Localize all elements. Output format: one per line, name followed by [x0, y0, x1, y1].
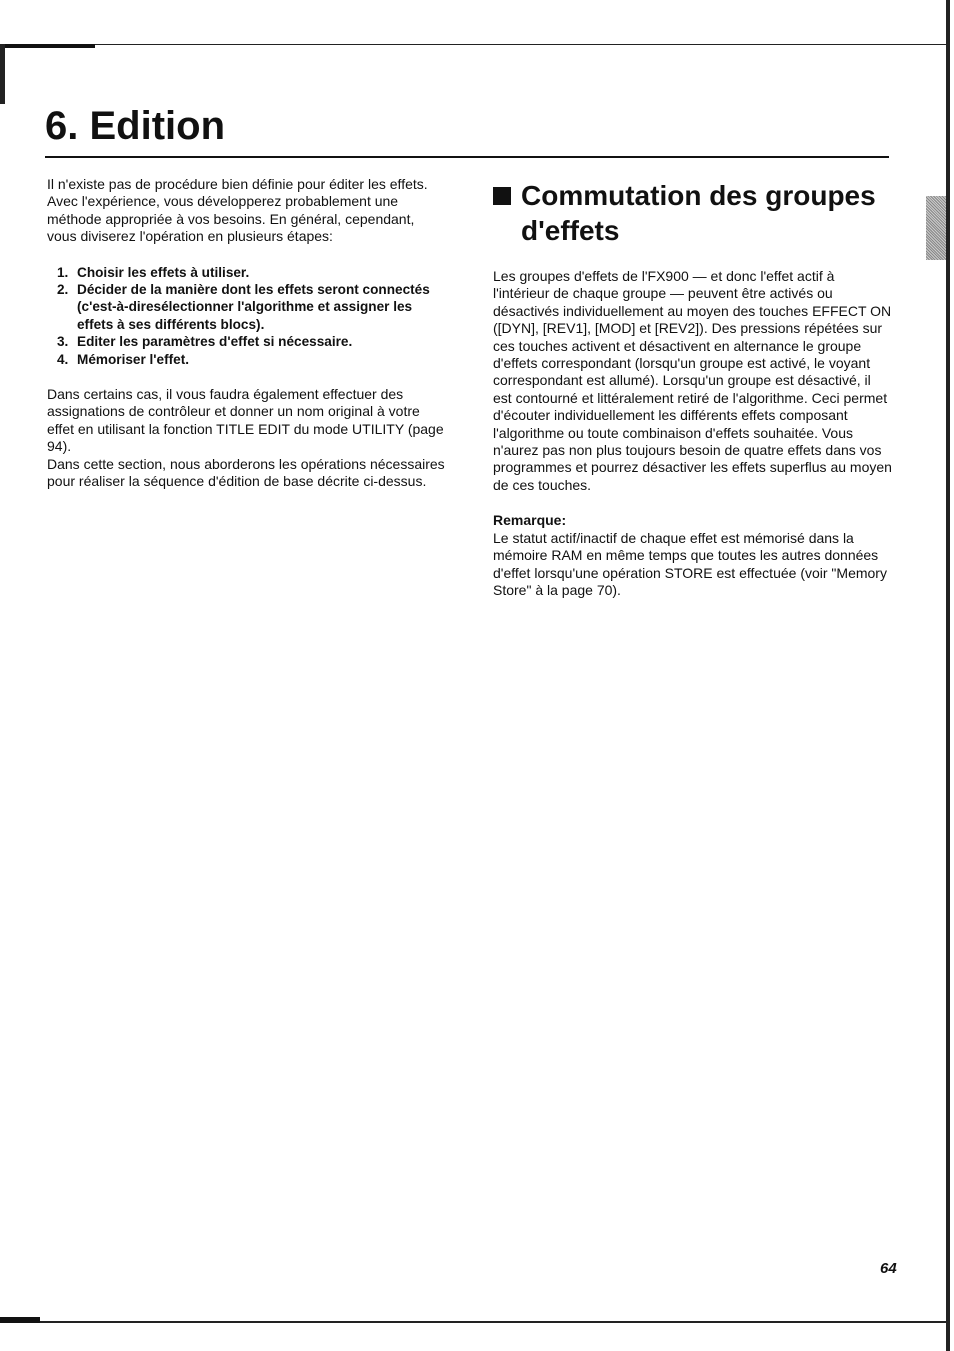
- list-item: [47, 281, 447, 333]
- step-number: 2.: [57, 282, 69, 298]
- step-number: 4.: [57, 351, 69, 367]
- step-text: Décider de la manière dont les effets seront connectés (c'est-à-diresélectionner l'algorithme et assigner les effets à ses différents blocs).: [77, 282, 430, 332]
- intro-paragraph: Il n'existe pas de procédure bien définie pour éditer les effets. Avec l'expérience, vous développerez probablement une méthode appropriée à vos besoins. En général, cependant, vous diviserez l'opération en plusieurs étapes:: [47, 176, 428, 245]
- section-heading: [493, 178, 893, 248]
- page-number: 64: [880, 1260, 897, 1277]
- controller-assign-paragraph: Dans certains cas, il vous faudra également effectuer des assignations de contrôleur et donner un nom original à votre effet en utilisant la fonction TITLE EDIT du mode UTILITY (page 94).: [47, 386, 444, 455]
- section-heading-text: Commutation des groupes d'effets: [521, 180, 876, 246]
- remark-label: Remarque:: [493, 512, 567, 529]
- bottom-border-rule: [0, 1321, 946, 1323]
- step-number: 3.: [57, 334, 69, 350]
- corner-crop-mark: [0, 44, 95, 60]
- chapter-title: 6. Edition: [45, 104, 225, 148]
- title-underline: [45, 156, 889, 158]
- steps-list: [47, 264, 447, 368]
- top-border-rule: [0, 44, 946, 45]
- section-overview-paragraph: Dans cette section, nous aborderons les opérations nécessaires pour réaliser la séquence d'édition de base décrite ci-dessus.: [47, 455, 445, 490]
- section-body-paragraph: Les groupes d'effets de l'FX900 — et donc l'effet actif à l'intérieur de chaque groupe — peuvent être activés ou désactivés individuellement au moyen des touches EFFECT ON ([DYN], [REV1], [MOD] et [REV2]). Des pressions répétées sur ces touches activent et désactivent en alternance le groupe d'effets correspondant (lorsqu'un groupe est activé, le voyant correspondant est allumé). Lorsqu'un groupe est désactivé, il est contourné et littéralement retiré de l'algorithme. Ceci permet d'écouter individuellement les différents effets composant l'algorithme ou toute combinaison d'effets souhaitée. Vous n'aurez pas non plus toujours besoin de quatre effets dans vos programmes et pourrez désactiver les effets superflus au moyen de ces touches.: [493, 268, 892, 493]
- step-number: 1.: [57, 264, 69, 280]
- step-text: Editer les paramètres d'effet si nécessaire.: [77, 334, 353, 350]
- list-item: [47, 351, 447, 368]
- left-column: [47, 176, 447, 491]
- right-column: [493, 178, 893, 599]
- right-page-edge: [946, 0, 950, 1351]
- square-bullet-icon: [493, 187, 511, 205]
- step-text: Choisir les effets à utiliser.: [77, 264, 250, 280]
- chapter-thumb-tab: [926, 196, 946, 260]
- list-item: [47, 264, 447, 281]
- step-text: Mémoriser l'effet.: [77, 351, 190, 367]
- remark-text: Le statut actif/inactif de chaque effet est mémorisé dans la mémoire RAM en même temps que toutes les autres données d'effet lorsqu'une opération STORE est effectuée (voir "Memory Store" à la page 70).: [493, 529, 887, 598]
- list-item: [47, 333, 447, 350]
